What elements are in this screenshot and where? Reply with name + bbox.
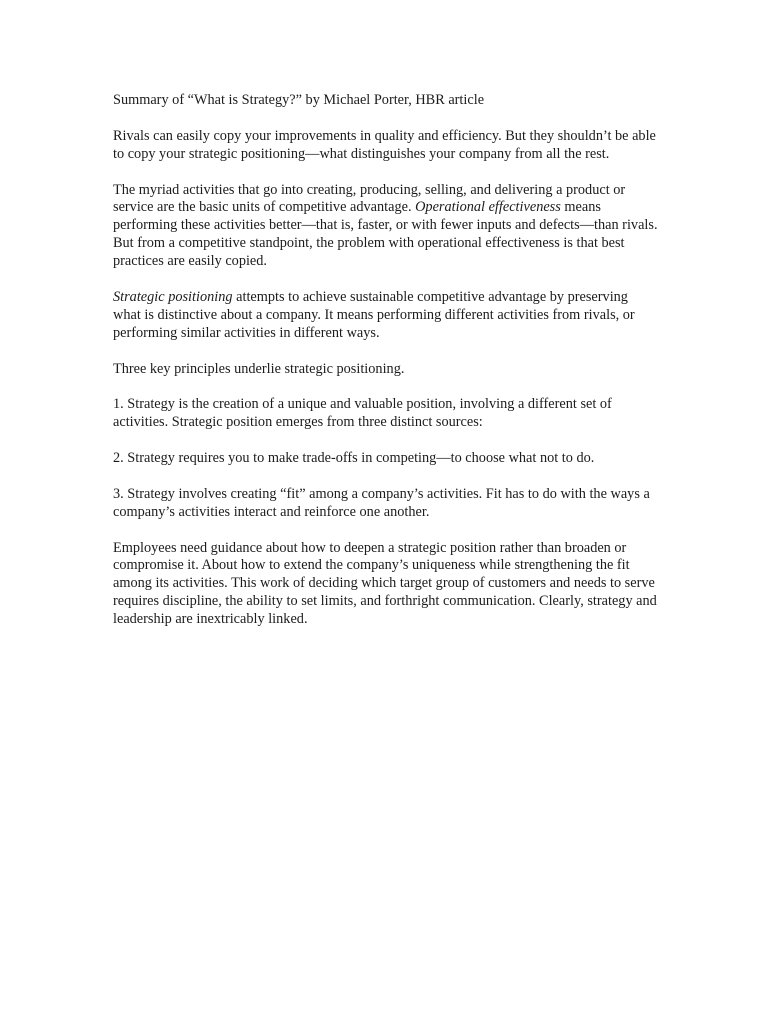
paragraph-employees: Employees need guidance about how to deepen a strategic position rather than broaden or compromise it. About how to extend the company’s uniqueness while strengthening the fit among its activities. This work of deciding which target group of customers and needs to serve requires discipline, the ability to set limits, and forthright communication. Clearly, strategy and leadership are inextricably linked. bbox=[113, 539, 657, 628]
paragraph-strategic-positioning bbox=[113, 289, 659, 343]
emphasis-strategic-positioning: Strategic positioning bbox=[113, 288, 233, 305]
principle-3: 3. Strategy involves creating “fit” among a company’s activities. Fit has to do with the ways a company’s activities interact and reinforce one another. bbox=[113, 485, 650, 520]
paragraph-text: means performing these activities better—that is, faster, or with fewer inputs and defects—than rivals. But from a competitive standpoint, the problem with operational effectiveness is that best practices are easily copied. bbox=[113, 199, 658, 270]
paragraph-key-principles: Three key principles underlie strategic positioning. bbox=[113, 360, 405, 377]
paragraph-text: The myriad activities that go into creating, producing, selling, and delivering a product or service are the basic units of competitive advantage. bbox=[113, 181, 626, 216]
document-title: Summary of “What is Strategy?” by Michael Porter, HBR article bbox=[113, 92, 485, 108]
emphasis-operational-effectiveness: Operational effectiveness bbox=[415, 199, 561, 216]
paragraph-rivals: Rivals can easily copy your improvements in quality and efficiency. But they shouldn’t be able to copy your strategic positioning—what distinguishes your company from all the rest. bbox=[113, 127, 656, 162]
principle-1: 1. Strategy is the creation of a unique and valuable position, involving a different set of activities. Strategic position emerges from three distinct sources: bbox=[113, 396, 612, 431]
document-body bbox=[113, 92, 659, 647]
paragraph-text: attempts to achieve sustainable competitive advantage by preserving what is distinctive about a company. It means performing different activities from rivals, or performing similar activities in different ways. bbox=[113, 288, 635, 341]
paragraph-operational-effectiveness bbox=[113, 182, 659, 272]
principle-2: 2. Strategy requires you to make trade-offs in competing—to choose what not to do. bbox=[113, 450, 595, 467]
